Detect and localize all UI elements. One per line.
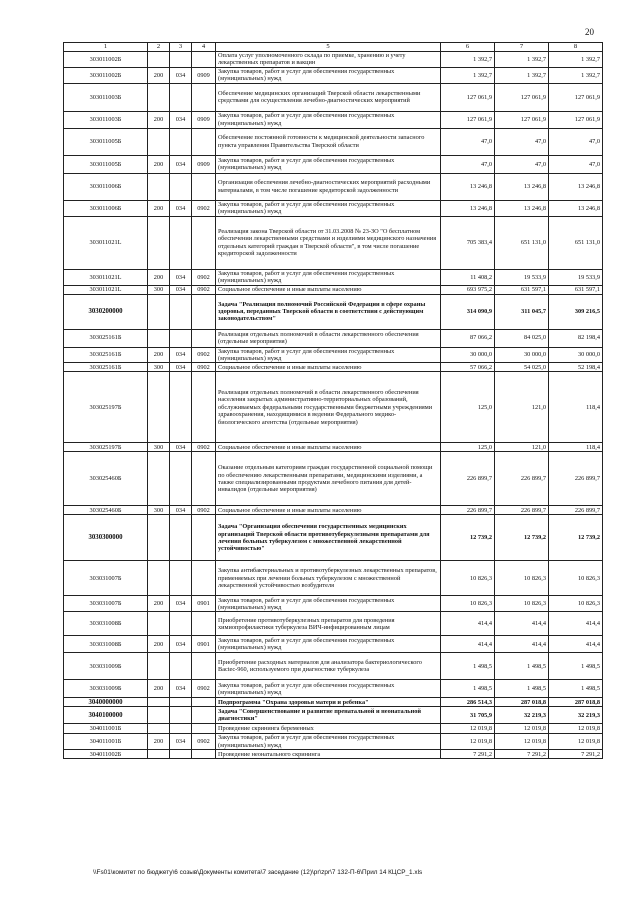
group-cell: [148, 452, 170, 506]
section-cell: [192, 372, 216, 443]
code-cell: 303011003Б: [64, 111, 148, 128]
value-col-6: 10 826,3: [441, 561, 495, 596]
table-row: [64, 750, 603, 759]
dept-cell: 034: [170, 636, 192, 653]
value-col-7: 287 018,8: [495, 698, 549, 707]
value-col-7: 47,0: [495, 155, 549, 173]
code-cell: 303011021L: [64, 285, 148, 294]
table-row: [64, 347, 603, 363]
dept-cell: 034: [170, 347, 192, 363]
code-cell: 304011001Б: [64, 724, 148, 734]
dept-cell: [170, 612, 192, 636]
value-col-7: 121,0: [495, 372, 549, 443]
code-cell: 3030200000: [64, 294, 148, 329]
table-row: [64, 372, 603, 443]
code-cell: 303025197Б: [64, 372, 148, 443]
table-row: [64, 329, 603, 347]
dept-cell: 034: [170, 506, 192, 515]
code-cell: 303011002Б: [64, 52, 148, 68]
section-cell: 0902: [192, 200, 216, 216]
table-row: [64, 612, 603, 636]
table-row: [64, 294, 603, 329]
table-row: [64, 155, 603, 173]
value-col-6: 125,0: [441, 443, 495, 452]
value-col-8: 13 246,8: [549, 200, 603, 216]
header-col-7: 7: [495, 43, 549, 52]
value-col-7: 7 291,2: [495, 750, 549, 759]
dept-cell: 034: [170, 67, 192, 83]
value-col-8: 287 018,8: [549, 698, 603, 707]
group-cell: 200: [148, 347, 170, 363]
value-col-8: 651 131,0: [549, 216, 603, 269]
description-cell: Закупка товаров, работ и услуг для обеспечения государственных (муниципальных) нужд: [216, 111, 441, 128]
section-cell: [192, 698, 216, 707]
dept-cell: [170, 173, 192, 200]
dept-cell: 034: [170, 596, 192, 612]
value-col-8: 414,4: [549, 612, 603, 636]
code-cell: 303025460Б: [64, 506, 148, 515]
value-col-6: 1 498,5: [441, 680, 495, 698]
section-cell: [192, 707, 216, 724]
table-row: [64, 724, 603, 734]
value-col-8: 1 392,7: [549, 67, 603, 83]
value-col-6: 12 019,8: [441, 734, 495, 750]
value-col-8: 10 826,3: [549, 561, 603, 596]
group-cell: 200: [148, 200, 170, 216]
group-cell: [148, 653, 170, 680]
code-cell: 303011021L: [64, 216, 148, 269]
group-cell: [148, 216, 170, 269]
description-cell: Задача "Совершенствование и развитие пренатальной и неонатальной диагностики": [216, 707, 441, 724]
dept-cell: 034: [170, 269, 192, 285]
code-cell: 303011005Б: [64, 128, 148, 155]
description-cell: Закупка товаров, работ и услуг для обеспечения государственных (муниципальных) нужд: [216, 636, 441, 653]
section-cell: 0902: [192, 443, 216, 452]
value-col-6: 47,0: [441, 128, 495, 155]
value-col-6: 127 061,9: [441, 111, 495, 128]
dept-cell: 034: [170, 285, 192, 294]
value-col-7: 631 597,1: [495, 285, 549, 294]
value-col-8: 7 291,2: [549, 750, 603, 759]
code-cell: 303031007Б: [64, 596, 148, 612]
value-col-8: 226 899,7: [549, 506, 603, 515]
value-col-6: 1 392,7: [441, 67, 495, 83]
dept-cell: [170, 750, 192, 759]
dept-cell: 034: [170, 155, 192, 173]
description-cell: Закупка товаров, работ и услуг для обеспечения государственных (муниципальных) нужд: [216, 347, 441, 363]
description-cell: Закупка товаров, работ и услуг для обеспечения государственных (муниципальных) нужд: [216, 680, 441, 698]
value-col-8: 12 019,8: [549, 724, 603, 734]
value-col-7: 84 025,0: [495, 329, 549, 347]
description-cell: Приобретение противотуберкулезных препаратов для проведения химиопрофилактики туберкулеза ВИЧ-инфицированным лицам: [216, 612, 441, 636]
dept-cell: 034: [170, 680, 192, 698]
header-col-2: 2: [148, 43, 170, 52]
table-row: [64, 128, 603, 155]
value-col-6: 314 090,9: [441, 294, 495, 329]
group-cell: 200: [148, 155, 170, 173]
value-col-7: 30 000,0: [495, 347, 549, 363]
value-col-6: 693 975,2: [441, 285, 495, 294]
value-col-7: 1 392,7: [495, 67, 549, 83]
section-cell: [192, 724, 216, 734]
dept-cell: [170, 561, 192, 596]
section-cell: 0901: [192, 596, 216, 612]
dept-cell: 034: [170, 443, 192, 452]
code-cell: 3040000000: [64, 698, 148, 707]
table-row: [64, 363, 603, 372]
group-cell: [148, 173, 170, 200]
description-cell: Закупка товаров, работ и услуг для обеспечения государственных (муниципальных) нужд: [216, 596, 441, 612]
group-cell: 200: [148, 67, 170, 83]
header-col-1: 1: [64, 43, 148, 52]
value-col-7: 54 025,0: [495, 363, 549, 372]
dept-cell: [170, 653, 192, 680]
value-col-8: 118,4: [549, 443, 603, 452]
value-col-8: 1 392,7: [549, 52, 603, 68]
value-col-7: 121,0: [495, 443, 549, 452]
value-col-6: 127 061,9: [441, 83, 495, 111]
value-col-7: 19 533,9: [495, 269, 549, 285]
table-row: [64, 698, 603, 707]
group-cell: 300: [148, 363, 170, 372]
group-cell: [148, 128, 170, 155]
value-col-7: 12 019,8: [495, 734, 549, 750]
header-col-8: 8: [549, 43, 603, 52]
table-row: [64, 200, 603, 216]
value-col-6: 414,4: [441, 612, 495, 636]
value-col-7: 1 392,7: [495, 52, 549, 68]
value-col-7: 1 498,5: [495, 653, 549, 680]
value-col-6: 125,0: [441, 372, 495, 443]
section-cell: [192, 515, 216, 561]
section-cell: 0902: [192, 734, 216, 750]
group-cell: [148, 329, 170, 347]
section-cell: [192, 294, 216, 329]
value-col-7: 127 061,9: [495, 111, 549, 128]
description-cell: Оказание отдельным категориям граждан государственной социальной помощи по обеспечению лекарственными препаратами, медицинскими изделиями, а также специализированными продуктами лечебного питания для детей-инвалидов (отдельные мероприятия): [216, 452, 441, 506]
description-cell: Проведение скрининга беременных: [216, 724, 441, 734]
value-col-8: 1 498,5: [549, 653, 603, 680]
group-cell: [148, 52, 170, 68]
value-col-6: 12 739,2: [441, 515, 495, 561]
table-row: [64, 515, 603, 561]
section-cell: 0902: [192, 506, 216, 515]
dept-cell: [170, 724, 192, 734]
group-cell: [148, 83, 170, 111]
value-col-7: 127 061,9: [495, 83, 549, 111]
dept-cell: [170, 52, 192, 68]
value-col-7: 651 131,0: [495, 216, 549, 269]
value-col-6: 10 826,3: [441, 596, 495, 612]
table-row: [64, 680, 603, 698]
value-col-8: 47,0: [549, 128, 603, 155]
dept-cell: [170, 216, 192, 269]
value-col-6: 47,0: [441, 155, 495, 173]
value-col-8: 118,4: [549, 372, 603, 443]
dept-cell: [170, 515, 192, 561]
group-cell: [148, 372, 170, 443]
value-col-7: 47,0: [495, 128, 549, 155]
dept-cell: 034: [170, 200, 192, 216]
table-row: [64, 83, 603, 111]
value-col-7: 311 045,7: [495, 294, 549, 329]
table-row: [64, 452, 603, 506]
description-cell: Закупка товаров, работ и услуг для обеспечения государственных (муниципальных) нужд: [216, 200, 441, 216]
value-col-7: 414,4: [495, 636, 549, 653]
description-cell: Реализация отдельных полномочий в области лекарственного обеспечения (отдельные мероприятия): [216, 329, 441, 347]
dept-cell: [170, 294, 192, 329]
value-col-8: 10 826,3: [549, 596, 603, 612]
dept-cell: [170, 698, 192, 707]
value-col-8: 1 498,5: [549, 680, 603, 698]
group-cell: 200: [148, 269, 170, 285]
description-cell: Приобретение расходных материалов для анализатора бактериологического Bactec-960, используемого при диагностике туберкулеза: [216, 653, 441, 680]
value-col-8: 309 216,5: [549, 294, 603, 329]
value-col-8: 32 219,3: [549, 707, 603, 724]
code-cell: 303031008Б: [64, 636, 148, 653]
group-cell: 300: [148, 285, 170, 294]
description-cell: Организация обеспечения лечебно-диагностических мероприятий расходными материалами, в том числе погашение кредиторской задолженности: [216, 173, 441, 200]
group-cell: [148, 515, 170, 561]
section-cell: 0902: [192, 347, 216, 363]
dept-cell: 034: [170, 734, 192, 750]
value-col-6: 286 514,3: [441, 698, 495, 707]
value-col-6: 31 705,9: [441, 707, 495, 724]
value-col-8: 19 533,9: [549, 269, 603, 285]
value-col-7: 226 899,7: [495, 452, 549, 506]
file-path-footer: \\Fs01\комитет по бюджету\6 созыв\Документы комитета\7 заседание (12)\pr\zpr\7 132-П-6\Прил 14 КЦСР_1.xls: [93, 869, 423, 876]
table-row: [64, 506, 603, 515]
code-cell: 303025197Б: [64, 443, 148, 452]
table-row: [64, 561, 603, 596]
section-cell: 0909: [192, 111, 216, 128]
description-cell: Обеспечение медицинских организаций Тверской области лекарственными средствами для осуществления лечебно-диагностических мероприятий: [216, 83, 441, 111]
code-cell: 3040100000: [64, 707, 148, 724]
description-cell: Закупка товаров, работ и услуг для обеспечения государственных (муниципальных) нужд: [216, 734, 441, 750]
group-cell: 300: [148, 443, 170, 452]
description-cell: Реализация закона Тверской области от 31.03.2008 № 23-ЗО "О бесплатном обеспечении лекарственными средствами и изделиями медицинского назначения отдельных категорий граждан в Тверской области", в том числе погашение кредиторской задолженности: [216, 216, 441, 269]
header-col-5: 5: [216, 43, 441, 52]
table-row: [64, 636, 603, 653]
value-col-8: 127 061,9: [549, 83, 603, 111]
code-cell: 303031009Б: [64, 653, 148, 680]
budget-table: [63, 42, 603, 759]
value-col-8: 127 061,9: [549, 111, 603, 128]
table-row: [64, 269, 603, 285]
code-cell: 303011021L: [64, 269, 148, 285]
value-col-8: 52 198,4: [549, 363, 603, 372]
value-col-6: 1 392,7: [441, 52, 495, 68]
description-cell: Проведение неонатального скрининга: [216, 750, 441, 759]
value-col-8: 631 597,1: [549, 285, 603, 294]
table-row: [64, 734, 603, 750]
description-cell: Оплата услуг уполномоченного склада по приемке, хранению и учету лекарственных препаратов и вакцин: [216, 52, 441, 68]
description-cell: Закупка товаров, работ и услуг для обеспечения государственных (муниципальных) нужд: [216, 67, 441, 83]
section-cell: 0909: [192, 155, 216, 173]
value-col-8: 12 019,8: [549, 734, 603, 750]
table-row: [64, 285, 603, 294]
value-col-6: 11 408,2: [441, 269, 495, 285]
table-row: [64, 443, 603, 452]
value-col-6: 13 246,8: [441, 200, 495, 216]
description-cell: Закупка товаров, работ и услуг для обеспечения государственных (муниципальных) нужд: [216, 269, 441, 285]
value-col-7: 12 019,8: [495, 724, 549, 734]
group-cell: [148, 724, 170, 734]
section-cell: [192, 452, 216, 506]
section-cell: 0902: [192, 269, 216, 285]
table-row: [64, 596, 603, 612]
description-cell: Задача "Реализация полномочий Российской Федерации в сфере охраны здоровья, переданных Тверской области в соответствии с действующим законодательством": [216, 294, 441, 329]
code-cell: 303011006Б: [64, 173, 148, 200]
section-cell: [192, 750, 216, 759]
value-col-6: 30 000,0: [441, 347, 495, 363]
description-cell: Социальное обеспечение и иные выплаты населению: [216, 443, 441, 452]
value-col-8: 30 000,0: [549, 347, 603, 363]
description-cell: Подпрограмма "Охрана здоровья матери и ребенка": [216, 698, 441, 707]
dept-cell: [170, 707, 192, 724]
section-cell: 0902: [192, 285, 216, 294]
value-col-6: 13 246,8: [441, 173, 495, 200]
section-cell: [192, 128, 216, 155]
section-cell: [192, 653, 216, 680]
value-col-7: 414,4: [495, 612, 549, 636]
page-number: 20: [585, 27, 594, 37]
value-col-7: 32 219,3: [495, 707, 549, 724]
group-cell: 200: [148, 636, 170, 653]
header-col-6: 6: [441, 43, 495, 52]
table-row: [64, 173, 603, 200]
value-col-7: 10 826,3: [495, 561, 549, 596]
table-row: [64, 52, 603, 68]
value-col-6: 226 899,7: [441, 506, 495, 515]
description-cell: Социальное обеспечение и иные выплаты населению: [216, 363, 441, 372]
section-cell: 0909: [192, 67, 216, 83]
value-col-6: 414,4: [441, 636, 495, 653]
dept-cell: [170, 83, 192, 111]
code-cell: 303011006Б: [64, 200, 148, 216]
table-row: [64, 111, 603, 128]
header-col-3: 3: [170, 43, 192, 52]
table-row: [64, 67, 603, 83]
dept-cell: [170, 372, 192, 443]
dept-cell: [170, 452, 192, 506]
section-cell: [192, 561, 216, 596]
code-cell: 303025161Б: [64, 363, 148, 372]
group-cell: 200: [148, 680, 170, 698]
dept-cell: [170, 128, 192, 155]
value-col-8: 82 198,4: [549, 329, 603, 347]
section-cell: 0902: [192, 363, 216, 372]
code-cell: 303011003Б: [64, 83, 148, 111]
value-col-6: 705 383,4: [441, 216, 495, 269]
description-cell: Социальное обеспечение и иные выплаты населению: [216, 285, 441, 294]
group-cell: 200: [148, 734, 170, 750]
description-cell: Закупка антибактериальных и противотуберкулезных лекарственных препаратов, применяемых при лечении больных туберкулезом с множественной лекарственной устойчивостью возбудителя: [216, 561, 441, 596]
table-row: [64, 216, 603, 269]
code-cell: 303025460Б: [64, 452, 148, 506]
group-cell: [148, 707, 170, 724]
group-cell: 200: [148, 596, 170, 612]
code-cell: 303011002Б: [64, 67, 148, 83]
description-cell: Задача "Организация обеспечения государственных медицинских организаций Тверской области противотуберкулезными препаратами для лечения больных туберкулезом с множественной лекарственной устойчивостью": [216, 515, 441, 561]
description-cell: Обеспечение постоянной готовности к медицинской деятельности запасного пункта управления Правительства Тверской области: [216, 128, 441, 155]
dept-cell: [170, 329, 192, 347]
code-cell: 303031007Б: [64, 561, 148, 596]
code-cell: 303031008Б: [64, 612, 148, 636]
section-cell: [192, 216, 216, 269]
value-col-8: 47,0: [549, 155, 603, 173]
section-cell: [192, 83, 216, 111]
value-col-8: 226 899,7: [549, 452, 603, 506]
section-cell: [192, 52, 216, 68]
code-cell: 303011005Б: [64, 155, 148, 173]
section-cell: [192, 173, 216, 200]
section-cell: [192, 329, 216, 347]
value-col-6: 57 066,2: [441, 363, 495, 372]
description-cell: Реализация отдельных полномочий в области лекарственного обеспечения населения закрытых административно-территориальных образований, обслуживаемых федеральными государственными бюджетными учреждениями здравоохранения, находящимися в ведении Федерального медико-биологического агентства (отдельные мероприятия): [216, 372, 441, 443]
value-col-8: 12 739,2: [549, 515, 603, 561]
value-col-6: 7 291,2: [441, 750, 495, 759]
value-col-8: 414,4: [549, 636, 603, 653]
table-row: [64, 653, 603, 680]
value-col-7: 1 498,5: [495, 680, 549, 698]
code-cell: 303025161Б: [64, 329, 148, 347]
group-cell: [148, 561, 170, 596]
section-cell: [192, 612, 216, 636]
group-cell: [148, 294, 170, 329]
group-cell: [148, 612, 170, 636]
section-cell: 0901: [192, 636, 216, 653]
value-col-8: 13 246,8: [549, 173, 603, 200]
group-cell: [148, 750, 170, 759]
code-cell: 304011001Б: [64, 734, 148, 750]
value-col-7: 13 246,8: [495, 173, 549, 200]
value-col-6: 87 066,2: [441, 329, 495, 347]
section-cell: 0902: [192, 680, 216, 698]
code-cell: 303031009Б: [64, 680, 148, 698]
code-cell: 3030300000: [64, 515, 148, 561]
table-row: [64, 707, 603, 724]
value-col-7: 13 246,8: [495, 200, 549, 216]
code-cell: 303025161Б: [64, 347, 148, 363]
group-cell: [148, 698, 170, 707]
value-col-6: 1 498,5: [441, 653, 495, 680]
header-col-4: 4: [192, 43, 216, 52]
dept-cell: 034: [170, 111, 192, 128]
description-cell: Социальное обеспечение и иные выплаты населению: [216, 506, 441, 515]
group-cell: 200: [148, 111, 170, 128]
code-cell: 304011002Б: [64, 750, 148, 759]
table-header-row: [64, 43, 603, 52]
value-col-7: 226 899,7: [495, 506, 549, 515]
value-col-7: 10 826,3: [495, 596, 549, 612]
dept-cell: 034: [170, 363, 192, 372]
value-col-7: 12 739,2: [495, 515, 549, 561]
value-col-6: 226 899,7: [441, 452, 495, 506]
value-col-6: 12 019,8: [441, 724, 495, 734]
description-cell: Закупка товаров, работ и услуг для обеспечения государственных (муниципальных) нужд: [216, 155, 441, 173]
group-cell: 300: [148, 506, 170, 515]
